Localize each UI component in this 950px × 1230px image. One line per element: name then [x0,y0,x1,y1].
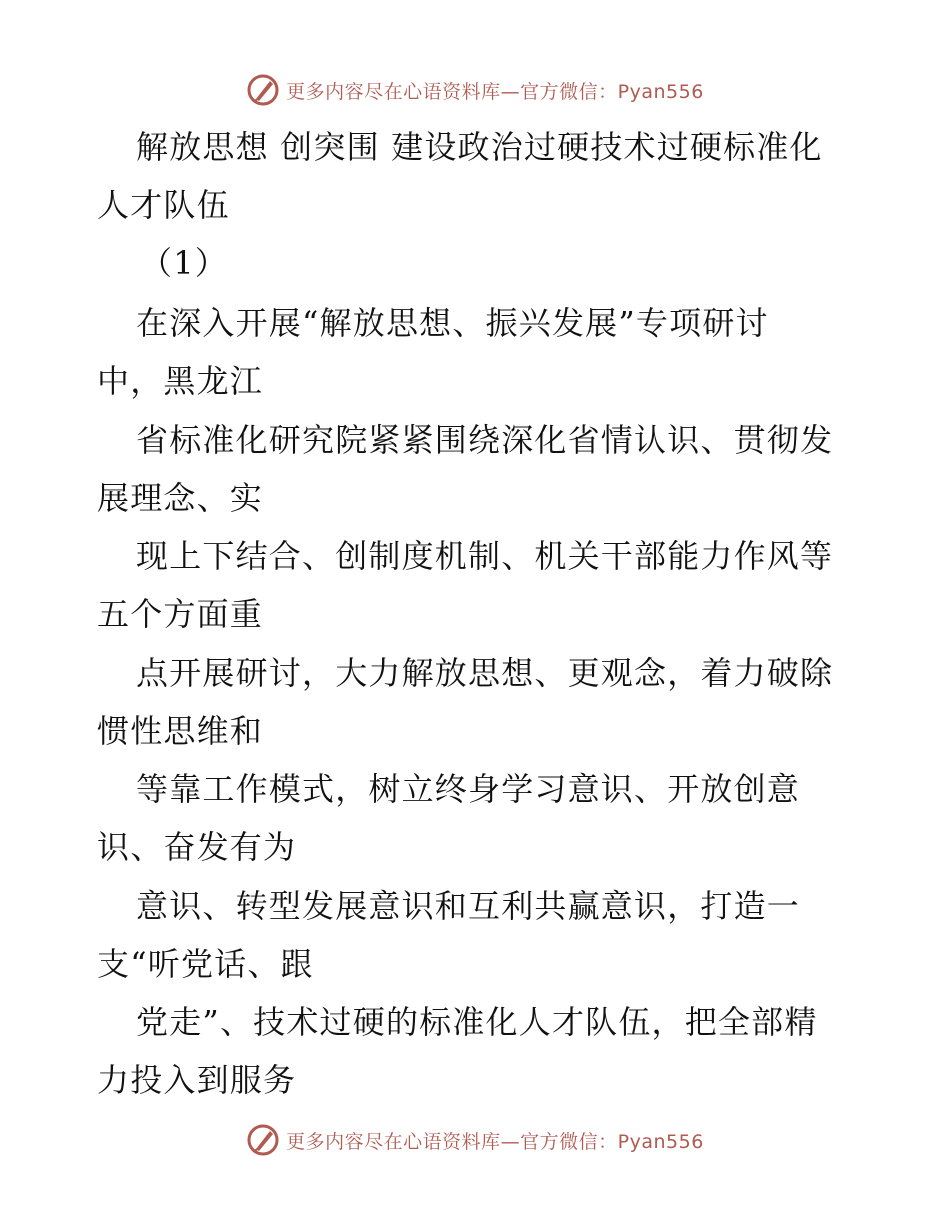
section-number: （1） [140,244,228,282]
body-line: 力投入到服务 [97,1061,297,1099]
body-line: 支“听党话、跟 [97,945,314,983]
footer-watermark [0,1120,950,1160]
body-line: 意识、转型发展意识和互利共赢意识，打造一 [136,887,801,925]
body-line: 省标准化研究院紧紧围绕深化省情认识、贯彻发 [136,421,834,459]
body-line: 点开展研讨，大力解放思想、更观念，着力破除 [136,654,834,692]
body-line: 党走”、技术过硬的标准化人才队伍，把全部精 [136,1003,818,1041]
body-line: 展理念、实 [97,479,264,517]
body-line: 在深入开展“解放思想、振兴发展”专项研讨 [136,304,769,342]
footer-watermark-text: 更多内容尽在心语资料库—官方微信：Pyan556 [286,1130,704,1153]
document-title-line-1: 解放思想 创突围 建设政治过硬技术过硬标准化 [136,128,823,166]
body-line: 惯性思维和 [97,712,264,750]
body-line: 等靠工作模式，树立终身学习意识、开放创意 [136,770,801,808]
body-line: 现上下结合、创制度机制、机关干部能力作风等 [136,537,834,575]
body-line: 五个方面重 [97,595,264,633]
header-watermark-text: 更多内容尽在心语资料库—官方微信：Pyan556 [286,80,704,103]
quill-logo-icon [246,1123,280,1157]
body-line: 识、奋发有为 [97,828,297,866]
body-line: 中，黑龙江 [97,362,264,400]
document-title-line-2: 人才队伍 [97,186,230,224]
